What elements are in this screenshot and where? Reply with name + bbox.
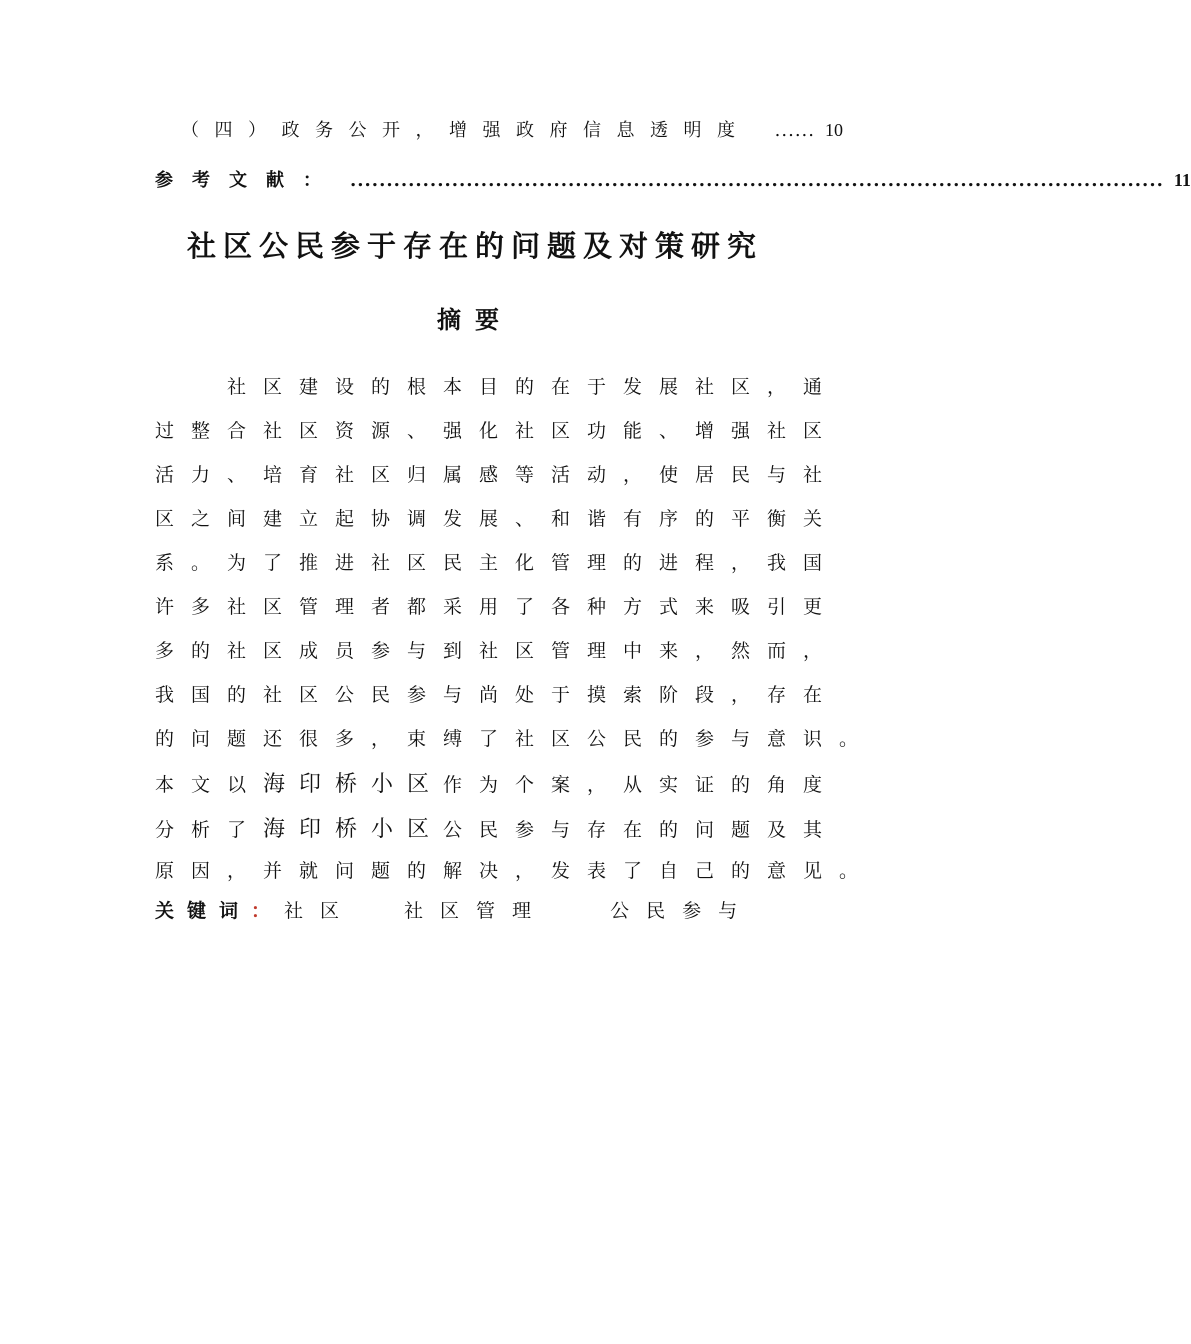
abstract-line: 多的社区成员参与到社区管理中来，然而， <box>155 640 840 662</box>
abstract-line: 的问题还很多，束缚了社区公民的参与意识。 <box>155 728 876 750</box>
abstract-line: 我国的社区公民参与尚处于摸索阶段，存在 <box>155 684 840 706</box>
abstract-line: 系。为了推进社区民主化管理的进程，我国 <box>155 552 840 574</box>
keyword-item: 公民参与 <box>610 900 755 922</box>
abstract-line <box>155 767 839 797</box>
abstract-line: 原因，并就问题的解决，发表了自己的意见。 <box>155 860 876 882</box>
case-name: 海印桥小区 <box>263 817 444 842</box>
abstract-text: 分析了 <box>155 819 264 841</box>
case-name: 海印桥小区 <box>263 772 444 797</box>
toc-entry-label: 参考文献： <box>155 170 340 191</box>
keyword-item: 社区管理 <box>404 900 549 922</box>
abstract-line: 区之间建立起协调发展、和谐有序的平衡关 <box>155 508 840 530</box>
toc-entry-references[interactable] <box>155 166 1191 194</box>
abstract-line: 过整合社区资源、强化社区功能、增强社区 <box>155 420 840 442</box>
toc-page-number: 10 <box>825 120 843 140</box>
abstract-line <box>155 812 839 842</box>
document-title: 社区公民参于存在的问题及对策研究 <box>186 229 763 263</box>
toc-leader-dots: ...... <box>774 120 815 141</box>
toc-leader-dots: ................................................................................................................ <box>350 170 1164 191</box>
abstract-heading: 摘要 <box>437 306 513 334</box>
abstract-text: 公民参与存在的问题及其 <box>443 819 840 841</box>
abstract-text: 作为个案，从实证的角度 <box>443 774 840 796</box>
keyword-item: 社区 <box>284 900 357 922</box>
abstract-line: 活力、培育社区归属感等活动，使居民与社 <box>155 464 840 486</box>
keywords-colon: ： <box>251 900 271 922</box>
abstract-line: 社区建设的根本目的在于发展社区，通 <box>155 376 840 398</box>
toc-entry-government-transparency[interactable] <box>155 116 843 144</box>
toc-page-number: 11 <box>1173 170 1191 190</box>
keywords-label: 关键词 <box>155 900 252 922</box>
keywords-line <box>155 896 754 923</box>
toc-entry-label: （四）政务公开，增强政府信息透明度 <box>181 120 751 141</box>
abstract-text: 本文以 <box>155 774 264 796</box>
abstract-line: 许多社区管理者都采用了各种方式来吸引更 <box>155 596 840 618</box>
